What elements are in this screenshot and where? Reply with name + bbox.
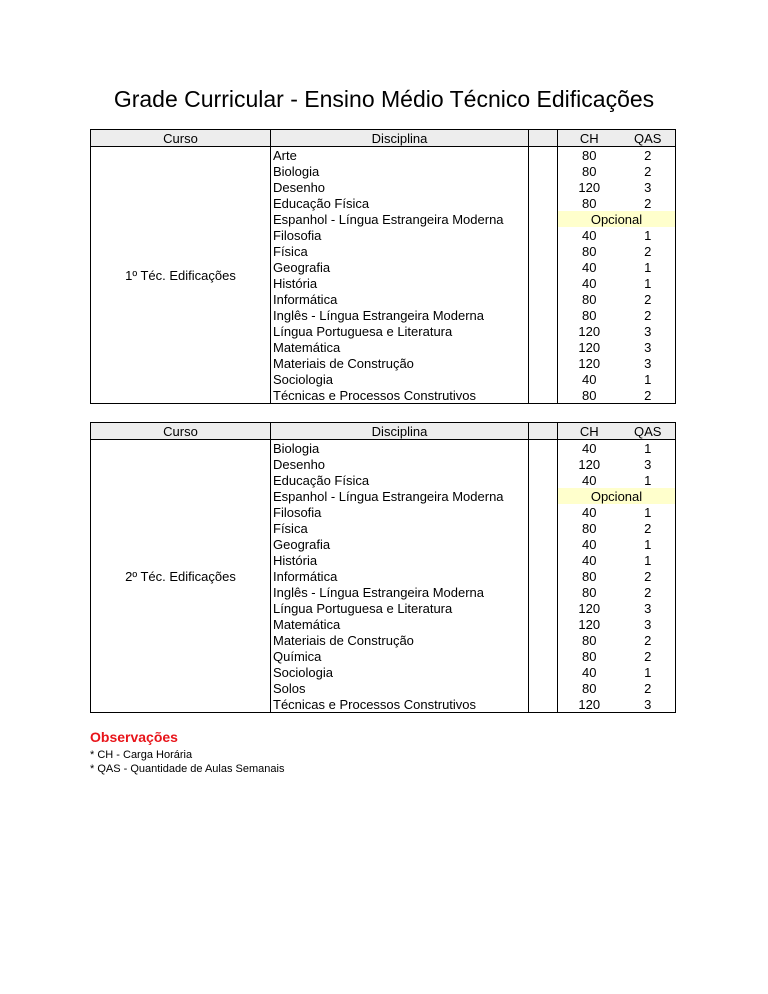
ch-cell: 80 [582,520,597,536]
ch-cell: 80 [558,387,621,404]
qas-cell: 1 [621,536,676,552]
header-ch: CH [558,423,621,440]
spacer-cell [529,664,558,680]
qas-cell: 3 [621,339,676,355]
spacer-cell [529,440,558,457]
spacer-cell [529,520,558,536]
disciplina-cell: Informática [271,291,529,307]
ch-cell: 120 [578,323,601,339]
ch-cell: 80 [582,291,597,307]
ch-cell: 120 [578,616,601,632]
qas-cell: 2 [621,243,676,259]
ch-cell: 80 [582,147,597,163]
table-row [91,147,676,164]
ch-cell: 40 [582,371,597,387]
disciplina-cell: Espanhol - Língua Estrangeira Moderna [271,488,529,504]
qas-cell: 1 [621,440,676,457]
spacer-cell [529,291,558,307]
spacer-cell [529,488,558,504]
qas-cell: 2 [621,387,676,404]
spacer-cell [529,568,558,584]
header-curso: Curso [91,423,271,440]
spacer-cell [529,387,558,404]
header-spacer [529,130,558,147]
disciplina-cell: Técnicas e Processos Construtivos [271,387,529,404]
ch-cell: 120 [578,600,601,616]
qas-cell: 3 [621,616,676,632]
curriculum-table-1 [90,129,676,404]
qas-cell: 3 [621,696,676,713]
disciplina-cell: Física [271,520,529,536]
qas-cell: 2 [621,648,676,664]
disciplina-cell: Língua Portuguesa e Literatura [271,600,529,616]
ch-cell: 120 [578,456,601,472]
spacer-cell [529,323,558,339]
spacer-cell [529,632,558,648]
spacer-cell [529,355,558,371]
qas-cell: 1 [621,371,676,387]
qas-cell: 2 [621,307,676,323]
spacer-cell [529,195,558,211]
spacer-cell [529,339,558,355]
qas-cell: 1 [621,552,676,568]
table-row [91,440,676,457]
qas-cell: 2 [621,163,676,179]
ch-cell: 40 [582,552,597,568]
qas-cell: 2 [621,632,676,648]
page-title: Grade Curricular - Ensino Médio Técnico Edificações [113,86,655,112]
ch-cell: 40 [582,440,597,456]
spacer-cell [529,456,558,472]
spacer-cell [529,307,558,323]
qas-cell: 3 [621,323,676,339]
spacer-cell [529,163,558,179]
header-disciplina: Disciplina [271,423,529,440]
spacer-cell [529,552,558,568]
qas-cell: 2 [621,680,676,696]
qas-cell: 3 [621,355,676,371]
opcional-badge: Opcional [558,488,676,504]
disciplina-cell: Inglês - Língua Estrangeira Moderna [271,584,529,600]
disciplina-cell: Matemática [271,616,529,632]
disciplina-cell: Geografia [271,536,529,552]
ch-cell: 80 [582,584,597,600]
spacer-cell [529,227,558,243]
qas-cell: 3 [621,179,676,195]
curso-name: 2º Téc. Edificações [91,440,271,713]
spacer-cell [529,600,558,616]
ch-cell: 40 [582,536,597,552]
ch-cell: 120 [578,339,601,355]
disciplina-cell: História [271,275,529,291]
disciplina-cell: Arte [271,147,529,164]
table-header-row [91,130,676,147]
disciplina-cell: Inglês - Língua Estrangeira Moderna [271,307,529,323]
curso-name: 1º Téc. Edificações [91,147,271,404]
ch-cell: 40 [582,504,597,520]
disciplina-cell: Desenho [271,456,529,472]
spacer-cell [529,179,558,195]
ch-cell: 80 [582,307,597,323]
ch-cell: 80 [582,243,597,259]
disciplina-cell: Geografia [271,259,529,275]
observation-note-ch: * CH - Carga Horária [90,749,193,761]
qas-cell: 2 [621,584,676,600]
ch-cell: 80 [582,680,597,696]
disciplina-cell: Física [271,243,529,259]
ch-cell: 80 [582,648,597,664]
disciplina-cell: Espanhol - Língua Estrangeira Moderna [271,211,529,227]
qas-cell: 2 [621,520,676,536]
spacer-cell [529,275,558,291]
disciplina-cell: Informática [271,568,529,584]
header-curso: Curso [91,130,271,147]
spacer-cell [529,648,558,664]
spacer-cell [529,584,558,600]
spacer-cell [529,616,558,632]
disciplina-cell: Filosofia [271,227,529,243]
ch-cell: 40 [582,259,597,275]
ch-cell: 120 [558,696,621,713]
ch-cell: 120 [578,355,601,371]
disciplina-cell: Língua Portuguesa e Literatura [271,323,529,339]
qas-cell: 1 [621,275,676,291]
qas-cell: 2 [621,195,676,211]
qas-cell: 1 [621,472,676,488]
spacer-cell [529,472,558,488]
spacer-cell [529,243,558,259]
spacer-cell [529,147,558,164]
spacer-cell [529,211,558,227]
disciplina-cell: Educação Física [271,472,529,488]
ch-cell: 120 [578,179,601,195]
spacer-cell [529,696,558,713]
disciplina-cell: Biologia [271,440,529,457]
qas-cell: 2 [621,147,676,164]
ch-cell: 80 [582,568,597,584]
qas-cell: 1 [621,504,676,520]
qas-cell: 1 [621,259,676,275]
observation-note-qas: * QAS - Quantidade de Aulas Semanais [90,763,285,775]
header-qas: QAS [621,423,676,440]
disciplina-cell: Materiais de Construção [271,355,529,371]
qas-cell: 1 [621,664,676,680]
disciplina-cell: Educação Física [271,195,529,211]
observations-section [90,729,284,776]
ch-cell: 40 [582,664,597,680]
disciplina-cell: Filosofia [271,504,529,520]
ch-cell: 40 [582,472,597,488]
spacer-cell [529,504,558,520]
disciplina-cell: História [271,552,529,568]
spacer-cell [529,680,558,696]
observations-title: Observações [90,729,178,745]
disciplina-cell: Química [271,648,529,664]
spacer-cell [529,259,558,275]
ch-cell: 40 [582,227,597,243]
qas-cell: 3 [621,600,676,616]
qas-cell: 1 [621,227,676,243]
disciplina-cell: Matemática [271,339,529,355]
disciplina-cell: Biologia [271,163,529,179]
ch-cell: 80 [582,163,597,179]
opcional-badge: Opcional [558,211,676,227]
header-disciplina: Disciplina [271,130,529,147]
ch-cell: 40 [582,275,597,291]
qas-cell: 2 [621,568,676,584]
disciplina-cell: Sociologia [271,664,529,680]
disciplina-cell: Desenho [271,179,529,195]
ch-cell: 80 [582,195,597,211]
qas-cell: 2 [621,291,676,307]
header-qas: QAS [621,130,676,147]
ch-cell: 80 [582,632,597,648]
header-spacer [529,423,558,440]
disciplina-cell: Solos [271,680,529,696]
spacer-cell [529,536,558,552]
curriculum-table-2 [90,422,676,713]
disciplina-cell: Sociologia [271,371,529,387]
header-ch: CH [558,130,621,147]
qas-cell: 3 [621,456,676,472]
spacer-cell [529,371,558,387]
table-header-row [91,423,676,440]
disciplina-cell: Técnicas e Processos Construtivos [271,696,529,713]
disciplina-cell: Materiais de Construção [271,632,529,648]
